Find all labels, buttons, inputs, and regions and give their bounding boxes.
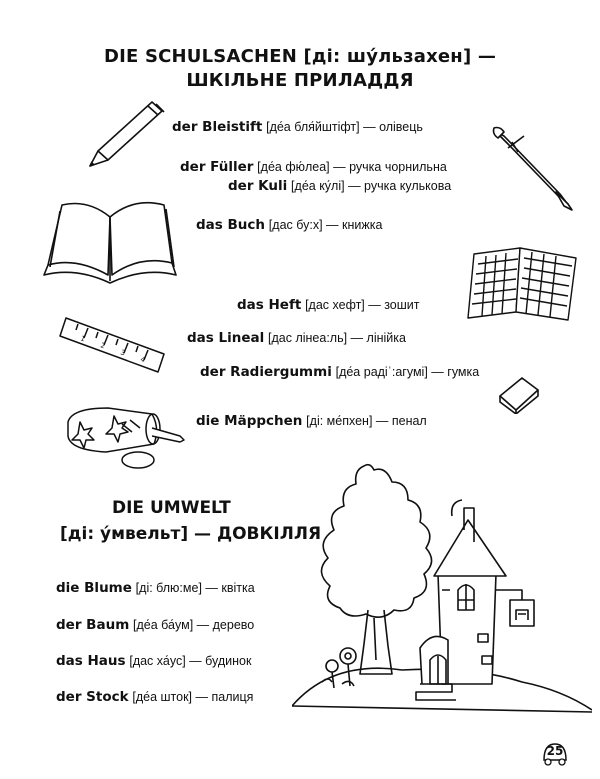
eraser-illustration <box>496 374 542 414</box>
entry-maeppchen <box>196 413 427 429</box>
entry-translation: [дас ха́ус] — будинок <box>129 654 252 668</box>
svg-text:1: 1 <box>79 334 87 344</box>
entry-word: die Blume <box>56 580 132 596</box>
entry-stock <box>56 689 253 705</box>
pencil-case-illustration <box>60 400 186 472</box>
section-title-environment-line2: [ді: у́мвельт] — ДОВКІЛЛЯ <box>60 524 322 544</box>
notebook-illustration <box>464 244 584 324</box>
entry-word: das Haus <box>56 653 126 669</box>
entry-translation: [ді: ме́пхен] — пенал <box>306 414 427 428</box>
book-illustration <box>40 195 180 285</box>
entry-kuli <box>228 178 451 194</box>
entry-translation: [де́а бля́йштіфт] — олівець <box>266 120 423 134</box>
svg-text:3: 3 <box>119 348 127 358</box>
entry-translation: [дас хефт] — зошит <box>305 298 420 312</box>
entry-word: das Lineal <box>187 330 265 346</box>
entry-baum <box>56 617 254 633</box>
entry-blume <box>56 580 255 596</box>
entry-heft <box>237 297 420 313</box>
section-title-environment-line1: DIE UMWELT <box>112 498 231 518</box>
ruler-illustration <box>56 314 166 376</box>
entry-translation: [де́а фю́леа] — ручка чорнильна <box>257 160 447 174</box>
svg-text:2: 2 <box>99 341 107 351</box>
pen-illustration <box>490 124 576 212</box>
page-number-badge <box>540 738 570 768</box>
entry-radiergummi <box>200 364 479 380</box>
entry-bleistift <box>172 119 423 135</box>
section-title-school-line2: ШКІЛЬНЕ ПРИЛАДДЯ <box>186 70 414 91</box>
entry-lineal <box>187 330 406 346</box>
entry-word: der Kuli <box>228 178 288 194</box>
tree-house-illustration <box>292 460 592 730</box>
entry-buch <box>196 217 382 233</box>
page-number: 25 <box>546 744 564 758</box>
entry-word: die Mäppchen <box>196 413 303 429</box>
entry-word: der Stock <box>56 689 129 705</box>
section-title-school-line1: DIE SCHULSACHEN [ді: шу́льзахен] — <box>103 46 497 67</box>
entry-word: der Radiergummi <box>200 364 332 380</box>
pencil-illustration <box>86 98 166 170</box>
entry-translation: [де́а ку́лі] — ручка кулькова <box>291 179 452 193</box>
entry-translation: [де́а ба́ум] — дерево <box>133 618 255 632</box>
entry-translation: [ді: блю:ме] — квітка <box>135 581 255 595</box>
entry-translation: [дас бу:х] — книжка <box>268 218 383 232</box>
entry-word: das Heft <box>237 297 302 313</box>
entry-translation: [дас лінеа:ль] — лінійка <box>268 331 406 345</box>
entry-word: der Füller <box>180 159 254 175</box>
entry-translation: [де́а радіˈ:агумі] — гумка <box>335 365 480 379</box>
entry-word: der Baum <box>56 617 130 633</box>
entry-word: der Bleistift <box>172 119 263 135</box>
svg-text:4: 4 <box>139 355 147 365</box>
entry-haus <box>56 653 251 669</box>
entry-fueller <box>180 159 447 175</box>
entry-translation: [де́а шток] — палиця <box>132 690 254 704</box>
entry-word: das Buch <box>196 217 266 233</box>
